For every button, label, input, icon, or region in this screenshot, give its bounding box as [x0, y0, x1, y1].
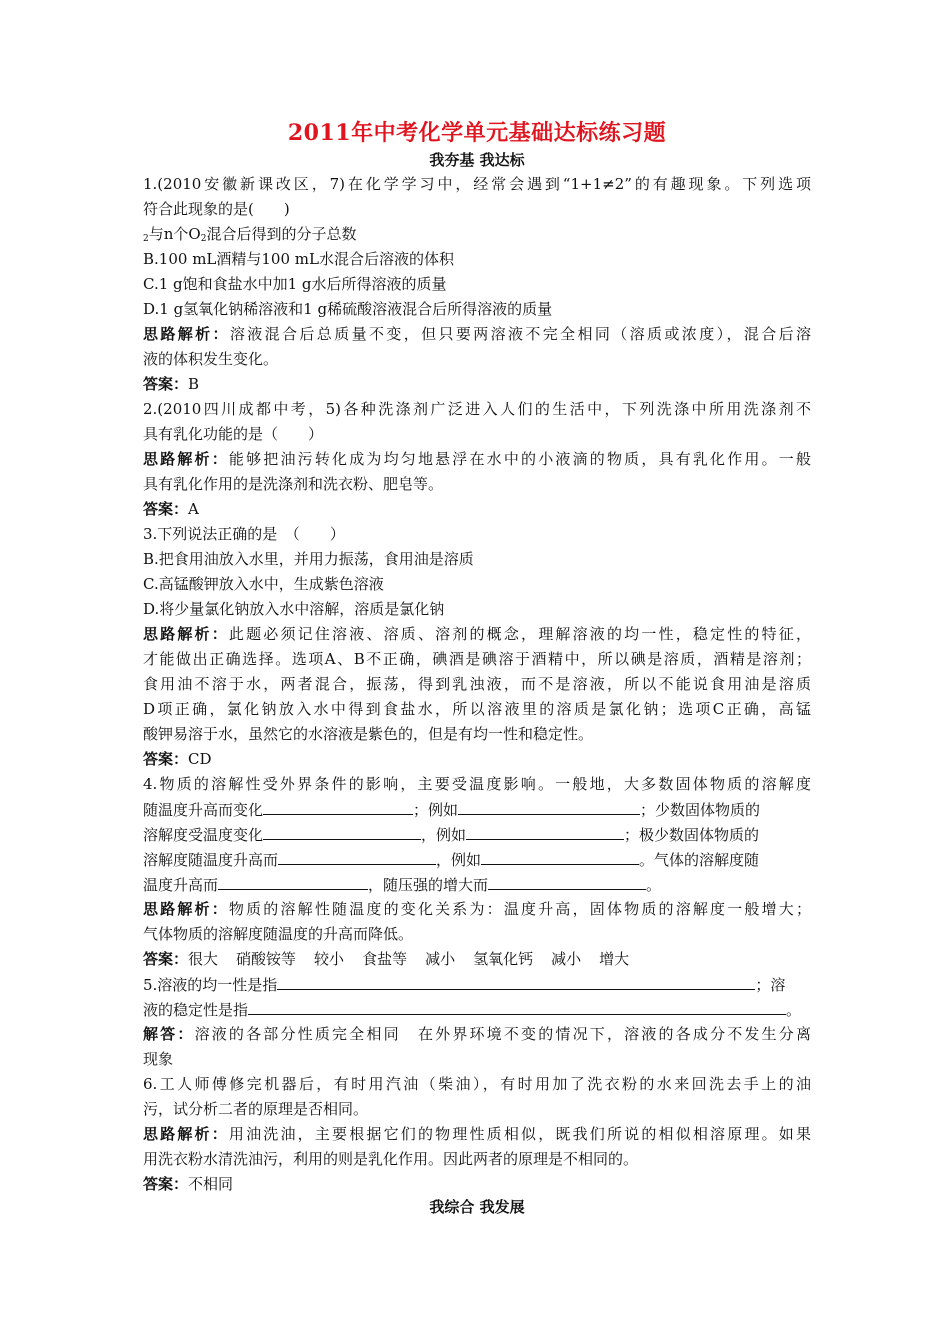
answer-label: 答案：: [143, 375, 189, 393]
q4-l4-text-a: 溶解度随温度升高而: [143, 851, 279, 869]
q3-analysis-line-5: 酸钾易溶于水，虽然它的水溶液是紫色的，但是有均一性和稳定性。: [143, 725, 594, 743]
q4-answer-5: 减小: [425, 950, 456, 968]
q3-stem: 3.下列说法正确的是 （ ）: [143, 525, 345, 543]
q1-option-a-subscript: 2: [143, 234, 149, 244]
analysis-label: 思路解析：: [143, 450, 229, 468]
analysis-label: 思路解析：: [143, 325, 230, 343]
document-page: [143, 118, 811, 1197]
q3-answer-value: CD: [188, 750, 212, 768]
q4-answer-1: 很大: [188, 950, 219, 968]
q4-answer-6: 氢氧化钙: [473, 950, 534, 968]
fill-blank[interactable]: [248, 997, 786, 1015]
q4-answer-4: 食盐等: [362, 950, 408, 968]
q1-stem-line-1: 1.(2010安徽新课改区，7)在化学学习中，经常会遇到“1+1≠2”的有趣现象。下列选项: [143, 175, 811, 193]
fill-blank[interactable]: [263, 822, 421, 840]
q6-analysis-line-2: 用洗衣粉水清洗油污，利用的则是乳化作用。因此两者的原理是不相同的。: [143, 1150, 639, 1168]
q2-stem-line-2: 具有乳化功能的是（ ）: [143, 425, 324, 443]
q2-answer-value: A: [188, 500, 199, 518]
q4-line-2: [143, 797, 811, 822]
q4-analysis-line-2: 气体物质的溶解度随温度的升高而降低。: [143, 925, 414, 943]
answer-label: 答案：: [143, 750, 189, 768]
q5-line-1: [143, 972, 811, 997]
page-title: 2011年中考化学单元基础达标练习题: [287, 120, 667, 146]
q3-option-d: D.将少量氯化钠放入水中溶解，溶质是氯化钠: [143, 600, 445, 618]
q3-analysis-line-3: 食用油不溶于水，两者混合，振荡，得到乳浊液，而不是溶液，所以不能说食用油是溶质: [143, 675, 811, 693]
q4-l3-text-c: ；极少数固体物质的: [624, 826, 760, 844]
q3-analysis-line-1: [143, 622, 811, 647]
q5-line-2: [143, 997, 811, 1022]
q6-stem-line-2: 污，试分析二者的原理是否相同。: [143, 1100, 369, 1118]
q3-option-b: B.把食用油放入水里，并用力振荡，食用油是溶质: [143, 550, 474, 568]
q1-answer-value: B: [188, 375, 200, 393]
q2-analysis-text-1: 能够把油污转化成为均匀地悬浮在水中的小液滴的物质，具有乳化作用。一般: [228, 450, 811, 468]
q6-answer-value: 不相同: [188, 1175, 234, 1193]
q6-answer: [143, 1172, 811, 1197]
fill-blank[interactable]: [263, 797, 413, 815]
q4-l3-text-b: ，例如: [421, 826, 467, 844]
q6-analysis-text-1: 用油洗油，主要根据它们的物理性质相似，既我们所说的相似相溶原理。如果: [228, 1125, 811, 1143]
q3-answer: [143, 747, 811, 772]
answer-label: 答案：: [143, 950, 189, 968]
q4-answer-7: 减小: [551, 950, 582, 968]
answer-label: 答案：: [143, 1175, 189, 1193]
fill-blank[interactable]: [278, 847, 436, 865]
fill-blank[interactable]: [218, 872, 368, 890]
q4-l2-text-c: ；少数固体物质的: [640, 801, 761, 819]
q4-analysis-line-1: [143, 897, 811, 922]
q1-option-c: C.1 g饱和食盐水中加1 g水后所得溶液的质量: [143, 275, 447, 293]
q4-answer: [143, 947, 811, 972]
q6-stem-line-1: 6.工人师傅修完机器后，有时用汽油（柴油），有时用加了洗衣粉的水来回洗去手上的油: [143, 1075, 811, 1093]
fill-blank[interactable]: [458, 797, 640, 815]
q4-line-3: [143, 822, 811, 847]
q3-option-c: C.高锰酸钾放入水中，生成紫色溶液: [143, 575, 384, 593]
q1-option-a-o2-subscript: 2: [200, 234, 207, 244]
q3-analysis-line-2: 才能做出正确选择。选项A、B不正确，碘酒是碘溶于酒精中，所以碘是溶质，酒精是溶剂；: [143, 650, 811, 668]
q4-answer-8: 增大: [599, 950, 630, 968]
q2-answer: [143, 497, 811, 522]
q5-answer-text-1: 溶液的各部分性质完全相同 在外界环境不变的情况下，溶液的各成分不发生分离: [194, 1025, 811, 1043]
q4-line-5: [143, 872, 811, 897]
q4-l5-text-c: 。: [646, 876, 662, 894]
q1-answer: [143, 372, 811, 397]
q1-option-a: [143, 222, 811, 247]
q5-l1-text-b: ；溶: [755, 976, 786, 994]
q4-l4-text-b: ，例如: [436, 851, 482, 869]
analysis-label: 思路解析：: [143, 900, 229, 918]
q3-analysis-line-4: D项正确，氯化钠放入水中得到食盐水，所以溶液里的溶质是氯化钠；选项C正确，高锰: [143, 700, 811, 718]
q4-l2-text-a: 随温度升高而变化: [143, 801, 264, 819]
q4-line-4: [143, 847, 811, 872]
q4-analysis-text-1: 物质的溶解性随温度的变化关系为：温度升高，固体物质的溶解度一般增大；: [228, 900, 811, 918]
answer-label: 答案：: [143, 500, 189, 518]
fill-blank[interactable]: [481, 847, 639, 865]
q4-l5-text-b: ，随压强的增大而: [368, 876, 489, 894]
q3-analysis-text-1: 此题必须记住溶液、溶质、溶剂的概念，理解溶液的均一性，稳定性的特征，: [228, 625, 811, 643]
answer-alt-label: 解答：: [143, 1025, 195, 1043]
section-heading-2: 我综合 我发展: [429, 1198, 525, 1216]
q1-option-a-rest: 混合后得到的分子总数: [206, 225, 357, 243]
q1-analysis-text-1: 溶液混合后总质量不变，但只要两溶液不完全相同（溶质或浓度），混合后溶: [229, 325, 811, 343]
q2-stem-line-1: 2.(2010四川成都中考，5)各种洗涤剂广泛进入人们的生活中，下列洗涤中所用洗涤剂不: [143, 400, 811, 418]
q5-answer-line-1: [143, 1022, 811, 1047]
q5-answer-line-2: 现象: [143, 1050, 174, 1068]
q4-answer-2: 硝酸铵等: [236, 950, 297, 968]
q1-option-b: B.100 mL酒精与100 mL水混合后溶液的体积: [143, 250, 454, 268]
q5-l2-text-a: 液的稳定性是指: [143, 1001, 249, 1019]
q4-l5-text-a: 温度升高而: [143, 876, 219, 894]
fill-blank[interactable]: [466, 822, 624, 840]
section-heading-2-wrap: [143, 1195, 811, 1219]
analysis-label: 思路解析：: [143, 1125, 229, 1143]
fill-blank[interactable]: [488, 872, 646, 890]
fill-blank[interactable]: [277, 972, 755, 990]
analysis-label: 思路解析：: [143, 625, 229, 643]
q1-analysis-line-1: [143, 322, 811, 347]
q1-option-d: D.1 g氢氧化钠稀溶液和1 g稀硫酸溶液混合后所得溶液的质量: [143, 300, 553, 318]
q1-option-a-text: 与n个O: [148, 225, 201, 243]
q5-l1-text-a: 5.溶液的均一性是指: [143, 976, 278, 994]
q4-line-1: 4.物质的溶解性受外界条件的影响，主要受温度影响。一般地，大多数固体物质的溶解度: [143, 775, 811, 793]
section-heading-1: 我夯基 我达标: [429, 151, 525, 169]
q2-analysis-line-1: [143, 447, 811, 472]
q6-analysis-line-1: [143, 1122, 811, 1147]
q2-analysis-line-2: 具有乳化作用的是洗涤剂和洗衣粉、肥皂等。: [143, 475, 444, 493]
q4-answer-3: 较小: [314, 950, 345, 968]
q5-l2-text-b: 。: [786, 1001, 802, 1019]
q1-analysis-line-2: 液的体积发生变化。: [143, 350, 279, 368]
q1-stem-line-2: 符合此现象的是( ): [143, 200, 290, 218]
q4-l4-text-c: 。气体的溶解度随: [639, 851, 760, 869]
q4-l3-text-a: 溶解度受温度变化: [143, 826, 264, 844]
q4-l2-text-b: ；例如: [413, 801, 459, 819]
